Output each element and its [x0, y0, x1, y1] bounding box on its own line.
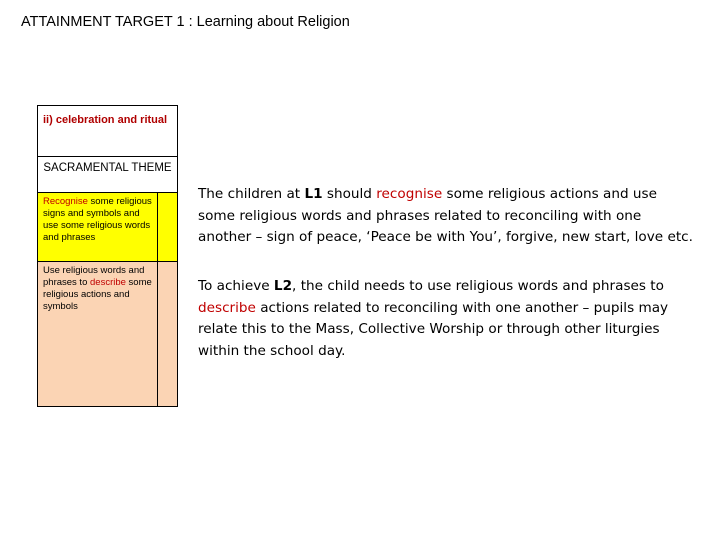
level-1-verb: Recognise: [43, 196, 88, 207]
level-1-row: [38, 193, 177, 262]
level-2-rest: some religious actions and symbols: [43, 277, 152, 312]
p2-text-c: actions related to reconciling with one another – pupils may relate this to the Mass, Collective Worship or through other liturgies within the school day.: [198, 299, 669, 359]
p2-level: L2: [273, 278, 293, 294]
p1-verb: recognise: [376, 186, 443, 202]
p2-text-b: , the child needs to use religious words and phrases to: [292, 278, 664, 294]
level-grid: [37, 192, 178, 407]
level-2-descriptor: [38, 262, 158, 406]
level-2-blank-cell: [158, 262, 177, 406]
level-1-rest: some religious signs and symbols and use some religious words and phrases: [43, 196, 152, 243]
theme-box: [37, 156, 178, 193]
level-2-verb: describe: [90, 277, 126, 288]
level-1-blank-cell: [158, 193, 177, 261]
level-2-pre: Use religious words and phrases to: [43, 265, 145, 288]
p1-text-c: some religious actions and use some religious words and phrases related to reconciling with one another – sign of peace, ‘Peace be with You’, forgive, new start, love etc.: [198, 186, 693, 246]
p1-text-a: The children at: [198, 186, 305, 202]
level-2-row: [38, 262, 177, 406]
paragraph-level-2: [198, 276, 698, 362]
level-1-descriptor: [38, 193, 158, 261]
p2-verb: describe: [198, 299, 256, 316]
section-label: ii) celebration and ritual: [43, 114, 168, 126]
p1-text-b: should: [322, 186, 377, 202]
paragraph-level-1: [198, 184, 698, 249]
theme-label: SACRAMENTAL THEME: [43, 162, 172, 174]
section-box: [37, 105, 178, 157]
page-title: ATTAINMENT TARGET 1 : Learning about Religion: [21, 14, 350, 30]
p1-level: L1: [304, 186, 323, 202]
p2-text-a: To achieve: [198, 278, 274, 294]
